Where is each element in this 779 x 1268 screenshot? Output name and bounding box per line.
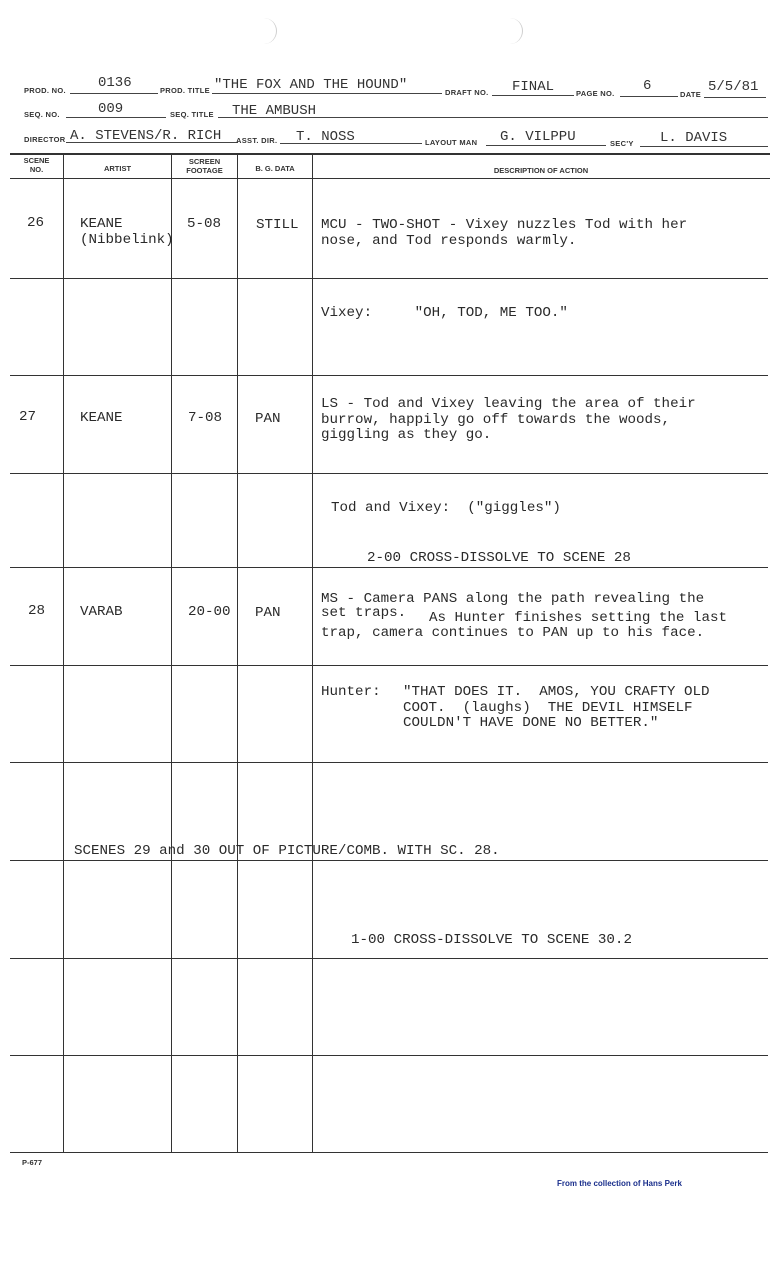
col-header-bg-data: B. G. DATA <box>255 164 295 173</box>
seq-title-value: THE AMBUSH <box>232 103 317 119</box>
col-header-footage: SCREEN FOOTAGE <box>186 157 223 175</box>
bg-data: STILL <box>256 217 299 233</box>
description-line: MS - Camera PANS along the path revealing the <box>321 591 705 607</box>
seq-no-underline <box>66 117 166 118</box>
page-no-underline <box>620 96 678 97</box>
dialog: "THAT DOES IT. AMOS, YOU CRAFTY OLD COOT. (laughs) THE DEVIL HIMSELF COULDN'T HAVE DONE NO BETTER." <box>403 684 710 731</box>
column-divider <box>312 153 313 1152</box>
screen-footage: 5-08 <box>187 216 222 232</box>
col-header-scene-no: SCENE NO. <box>23 156 50 174</box>
column-divider <box>171 153 172 1152</box>
form-number: P-677 <box>22 1158 43 1167</box>
description-line: set traps. <box>321 605 407 621</box>
column-divider <box>237 153 238 1152</box>
director-value: A. STEVENS/R. RICH <box>70 128 222 144</box>
prod-no-label: PROD. NO. <box>24 86 66 95</box>
dialog: Vixey: "OH, TOD, ME TOO." <box>321 305 568 321</box>
draft-no-value: FINAL <box>512 79 555 95</box>
punch-hole-left <box>262 18 277 44</box>
date-label: DATE <box>680 90 702 99</box>
prod-title-underline <box>212 93 442 94</box>
artist: KEANE (Nibbelink) <box>80 216 174 248</box>
secy-value: L. DAVIS <box>660 130 728 146</box>
layout-man-underline <box>486 145 606 146</box>
layout-man-value: G. VILPPU <box>500 129 576 145</box>
scene-number: 27 <box>19 409 37 425</box>
asst-dir-value: T. NOSS <box>296 129 355 145</box>
row-divider <box>10 762 768 763</box>
date-value: 5/5/81 <box>708 79 759 95</box>
dialog-speaker: Hunter: <box>321 684 381 700</box>
secy-underline <box>640 146 768 147</box>
collection-credit: From the collection of Hans Perk <box>557 1179 682 1188</box>
scene-number: 28 <box>28 603 46 619</box>
description-line: trap, camera continues to PAN up to his face. <box>321 625 705 641</box>
prod-title-value: "THE FOX AND THE HOUND" <box>214 77 408 93</box>
bg-data: PAN <box>255 605 281 621</box>
row-divider <box>10 567 768 568</box>
description: LS - Tod and Vixey leaving the area of their burrow, happily go off towards the woods, giggling as they go. <box>321 396 696 443</box>
scene-number: 26 <box>27 215 45 231</box>
date-underline <box>704 97 766 98</box>
scene-note: SCENES 29 and 30 OUT OF PICTURE/COMB. WITH SC. 28. <box>74 843 500 859</box>
draft-no-label: DRAFT NO. <box>445 88 489 97</box>
row-divider <box>10 375 768 376</box>
asst-dir-label: ASST. DIR. <box>236 136 278 145</box>
seq-no-value: 009 <box>98 101 124 117</box>
seq-title-label: SEQ. TITLE <box>170 110 214 119</box>
punch-hole-right <box>508 18 523 44</box>
prod-no-value: 0136 <box>98 75 132 91</box>
bg-data: PAN <box>255 411 281 427</box>
artist: VARAB <box>80 604 123 620</box>
transition: 1-00 CROSS-DISSOLVE TO SCENE 30.2 <box>351 932 632 948</box>
row-divider <box>10 473 768 474</box>
page-no-value: 6 <box>643 78 652 94</box>
column-divider <box>63 153 64 1152</box>
seq-no-label: SEQ. NO. <box>24 110 60 119</box>
screen-footage: 7-08 <box>188 410 223 426</box>
secy-label: SEC'Y <box>610 139 634 148</box>
screen-footage: 20-00 <box>188 604 231 620</box>
prod-no-underline <box>70 93 158 94</box>
col-header-description: DESCRIPTION OF ACTION <box>493 166 589 175</box>
layout-man-label: LAYOUT MAN <box>425 138 478 147</box>
row-divider <box>10 860 768 861</box>
prod-title-label: PROD. TITLE <box>160 86 210 95</box>
description: MCU - TWO-SHOT - Vixey nuzzles Tod with her nose, and Tod responds warmly. <box>321 217 688 249</box>
director-label: DIRECTOR <box>24 135 66 144</box>
draft-no-underline <box>492 95 574 96</box>
transition: 2-00 CROSS-DISSOLVE TO SCENE 28 <box>367 550 631 566</box>
row-divider <box>10 1055 768 1056</box>
page-no-label: PAGE NO. <box>576 89 615 98</box>
col-header-artist: ARTIST <box>103 164 132 173</box>
artist: KEANE <box>80 410 123 426</box>
row-divider <box>10 958 768 959</box>
description-line: As Hunter finishes setting the last <box>429 610 727 626</box>
row-divider <box>10 278 768 279</box>
table-bottom-border <box>10 1152 768 1153</box>
dialog: Tod and Vixey: ("giggles") <box>331 500 561 516</box>
row-divider <box>10 665 768 666</box>
table-top-border <box>10 153 770 155</box>
table-header-border <box>10 178 770 179</box>
